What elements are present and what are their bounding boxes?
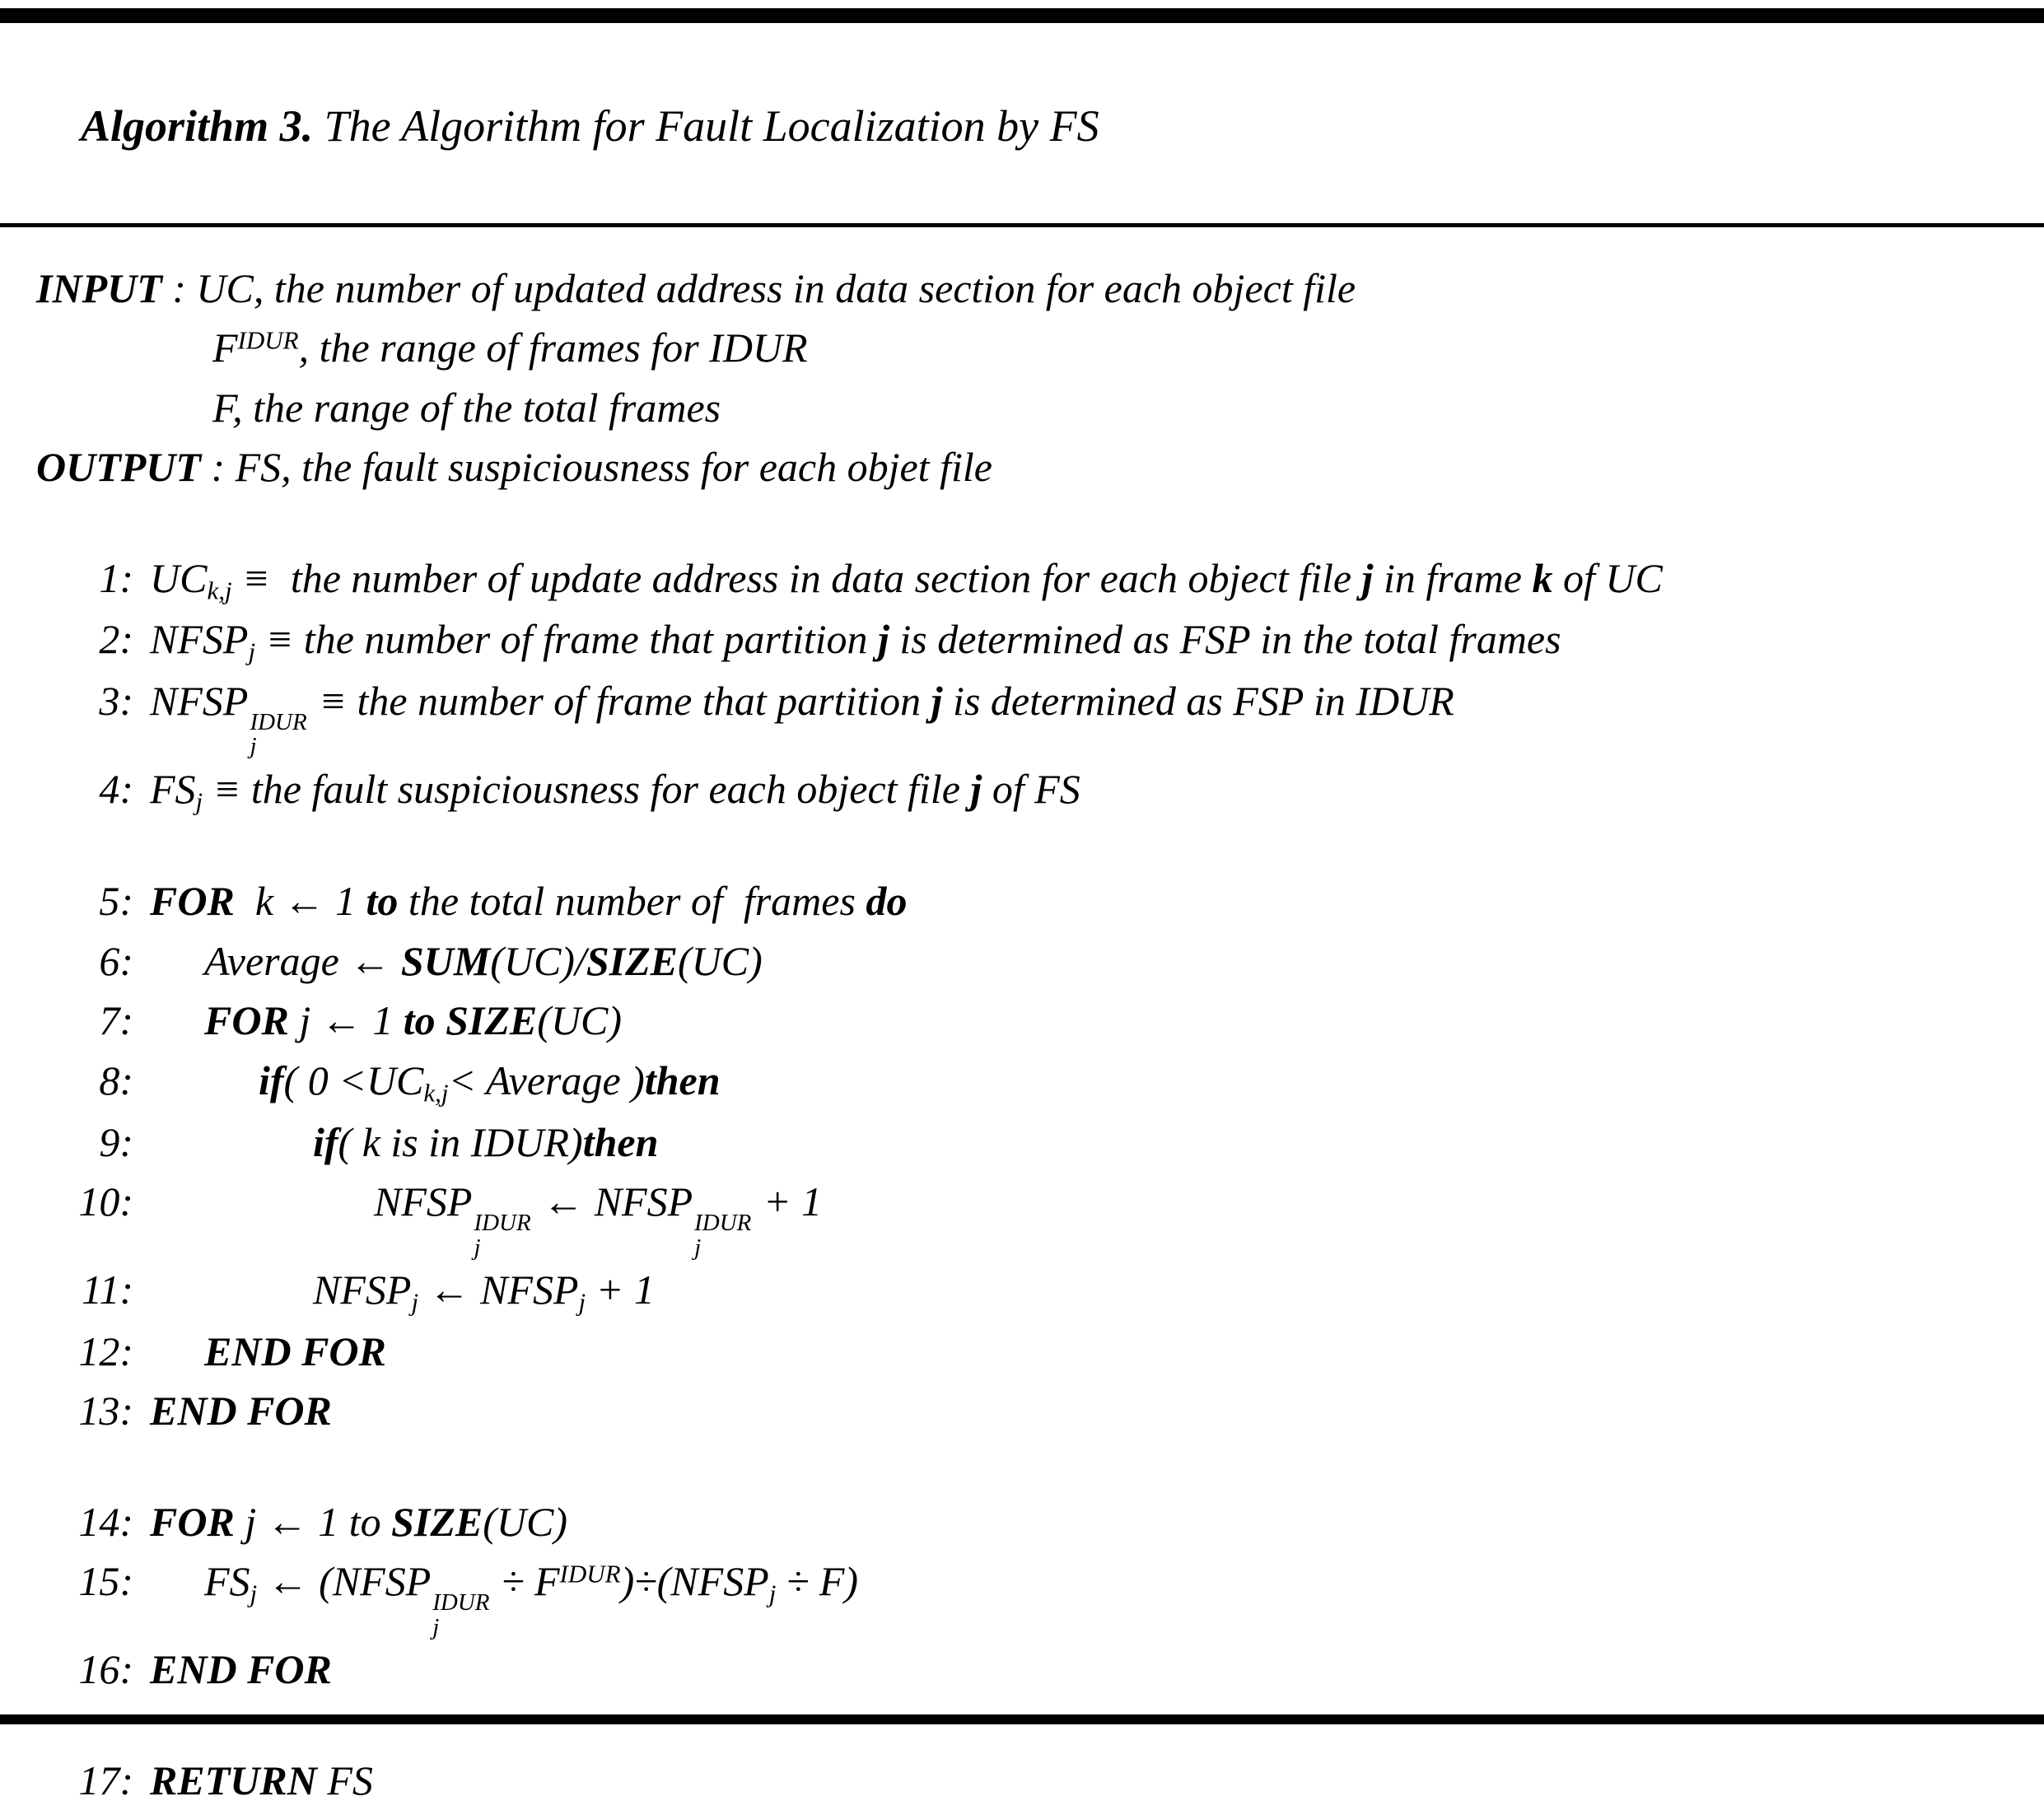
line-number: 6: (36, 931, 133, 991)
algorithm-line (36, 1113, 2008, 1173)
line-number: 16: (36, 1640, 133, 1700)
line-number: 4: (36, 759, 133, 819)
algorithm-line (36, 1640, 2008, 1700)
algorithm-line (36, 871, 2008, 931)
line-number: 9: (36, 1113, 133, 1173)
line-number: 8: (36, 1051, 133, 1111)
io-block (36, 259, 2008, 497)
line-number: 3: (36, 671, 133, 731)
algorithm-line (36, 671, 2008, 759)
algorithm-line (36, 759, 2008, 821)
line-content: if( 0 <UCk,j< Average )then (259, 1051, 721, 1113)
line-number: 14: (36, 1492, 133, 1552)
subsup-group: IDUR j (432, 1591, 489, 1640)
line-content: UCk,j ≡ the number of update address in data section for each object file j in frame k of UC (150, 548, 1663, 610)
io-line: OUTPUT : FS, the fault suspiciousness for each objet file (36, 437, 2008, 497)
subsup-group: IDUR j (250, 711, 306, 759)
line-content: FOR k ← 1 to the total number of frames do (150, 871, 907, 931)
line-content: FOR j ← 1 to SIZE(UC) (150, 1492, 567, 1552)
line-number: 12: (36, 1322, 133, 1382)
line-content: NFSP IDUR j ≡ the number of frame that partition j is determined as FSP in IDUR (150, 671, 1454, 759)
algorithm-title (36, 43, 2008, 210)
line-content: FSj ← (NFSP IDUR j ÷ $F^{IDUR})\div(NFSPj \div F)$ (204, 1551, 858, 1640)
line-content: if( k is in IDUR)then (313, 1113, 658, 1173)
bottom-rule (0, 1714, 2044, 1724)
algorithm-line (36, 1751, 2008, 1810)
io-line: $F^{IDUR}$, the range of frames for IDUR (212, 318, 2008, 378)
line-content: END FOR (204, 1322, 386, 1382)
algorithm-title-label: Algorithm 3. (81, 101, 313, 151)
algorithm-lines (36, 548, 2008, 1810)
line-content: END FOR (150, 1381, 332, 1441)
algorithm-line (36, 1381, 2008, 1441)
algorithm-line (36, 1172, 2008, 1260)
algorithm-line (36, 609, 2008, 671)
algorithm-line (36, 1051, 2008, 1113)
line-content: RETURN FS (150, 1751, 373, 1810)
algorithm-line (36, 931, 2008, 991)
algorithm-line (36, 1260, 2008, 1322)
line-number: 2: (36, 609, 133, 669)
io-line: INPUT : UC, the number of updated address in data section for each object file (36, 259, 2008, 319)
title-rule (0, 223, 2044, 227)
subsup-group: IDUR j (694, 1211, 751, 1260)
line-content: END FOR (150, 1640, 332, 1700)
top-rule (0, 8, 2044, 23)
algorithm-line (36, 1551, 2008, 1640)
io-line: F, the range of the total frames (212, 378, 2008, 438)
line-number: 17: (36, 1751, 133, 1810)
algorithm-line (36, 1322, 2008, 1382)
line-number: 15: (36, 1551, 133, 1612)
algorithm-line (36, 991, 2008, 1051)
algorithm-title-text: The Algorithm for Fault Localization by FS (313, 101, 1099, 151)
line-number: 1: (36, 548, 133, 609)
line-content: NFSPj ≡ the number of frame that partition j is determined as FSP in the total frames (150, 609, 1561, 671)
line-number: 5: (36, 871, 133, 931)
algorithm-line (36, 548, 2008, 610)
line-number: 7: (36, 991, 133, 1051)
line-content: FOR j ← 1 to SIZE(UC) (204, 991, 622, 1051)
subsup-group: IDUR j (474, 1211, 530, 1260)
line-number: 10: (36, 1172, 133, 1232)
line-number: 11: (36, 1260, 133, 1320)
line-number: 13: (36, 1381, 133, 1441)
line-content: NFSPj ← NFSPj + 1 (313, 1260, 655, 1322)
line-content: Average ← SUM(UC)/SIZE(UC) (204, 931, 763, 991)
algorithm-figure (0, 8, 2044, 1742)
line-content: NFSP IDUR j ← NFSP IDUR j + 1 (374, 1172, 822, 1260)
line-content: FSj ≡ the fault suspiciousness for each object file j of FS (150, 759, 1080, 821)
algorithm-line (36, 1492, 2008, 1552)
